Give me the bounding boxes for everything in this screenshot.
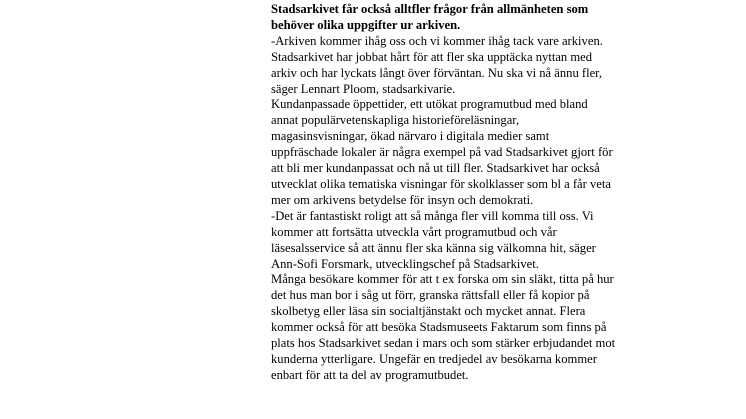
text-line: enbart för att ta del av programutbudet. [271,367,469,382]
text-line: att bli mer kundanpassat och nå ut till fler. Stadsarkivet har också [271,161,600,176]
heading-line: behöver olika uppgifter ur arkiven. [271,17,461,32]
text-line: skolbetyg eller läsa sin socialtjänstakt och mycket annat. Flera [271,304,586,319]
paragraph-customer-adapted [271,97,663,208]
text-line: plats hos Stadsarkivet sedan i mars och som stärker erbjudandet mot [271,336,616,351]
text-line: uppfräschade lokaler är några exempel på vad Stadsarkivet gjort för [271,145,613,160]
paragraph-visitors [271,272,663,383]
text-line: magasinsvisningar, ökad närvaro i digitala medier samt [271,129,550,144]
text-line: mer om arkivens betydelse för insyn och demokrati. [271,192,534,207]
text-line: -Det är fantastiskt roligt att så många fler vill komma till oss. Vi [271,208,594,223]
text-line: utvecklat olika tematiska visningar för skolklasser som bl a får veta [271,176,611,191]
text-line: läsesalsservice så att ännu fler ska känna sig välkomna hit, säger [271,240,596,255]
paragraph-quote-forsmark [271,209,663,273]
heading-line: Stadsarkivet får också alltfler frågor från allmänheten som [271,2,589,16]
text-line: kunderna ytterligare. Ungefär en tredjedel av besökarna kommer [271,351,597,366]
text-line: Många besökare kommer för att t ex forska om sin släkt, titta på hur [271,272,614,287]
paragraph-quote-ploom [271,34,663,98]
text-line: kommer också för att besöka Stadsmuseets Faktarum som finns på [271,320,607,335]
text-line: säger Lennart Ploom, stadsarkivarie. [271,81,456,96]
text-line: kommer att fortsätta utveckla vårt programutbud och vår [271,224,557,239]
text-line: det hus man bor i såg ut förr, granska rättsfall eller få kopior på [271,288,590,303]
text-line: arkiv och har lyckats långt över förväntan. Nu ska vi nå ännu fler, [271,65,603,80]
article-heading [271,2,663,34]
text-line: Stadsarkivet har jobbat hårt för att fler ska upptäcka nyttan med [271,49,593,64]
text-line: Ann-Sofi Forsmark, utvecklingschef på Stadsarkivet. [271,256,539,271]
article-text [271,2,663,384]
text-line: annat populärvetenskapliga historieföreläsningar, [271,113,520,128]
text-line: -Arkiven kommer ihåg oss och vi kommer ihåg tack vare arkiven. [271,33,603,48]
text-line: Kundanpassade öppettider, ett utökat programutbud med bland [271,97,588,112]
